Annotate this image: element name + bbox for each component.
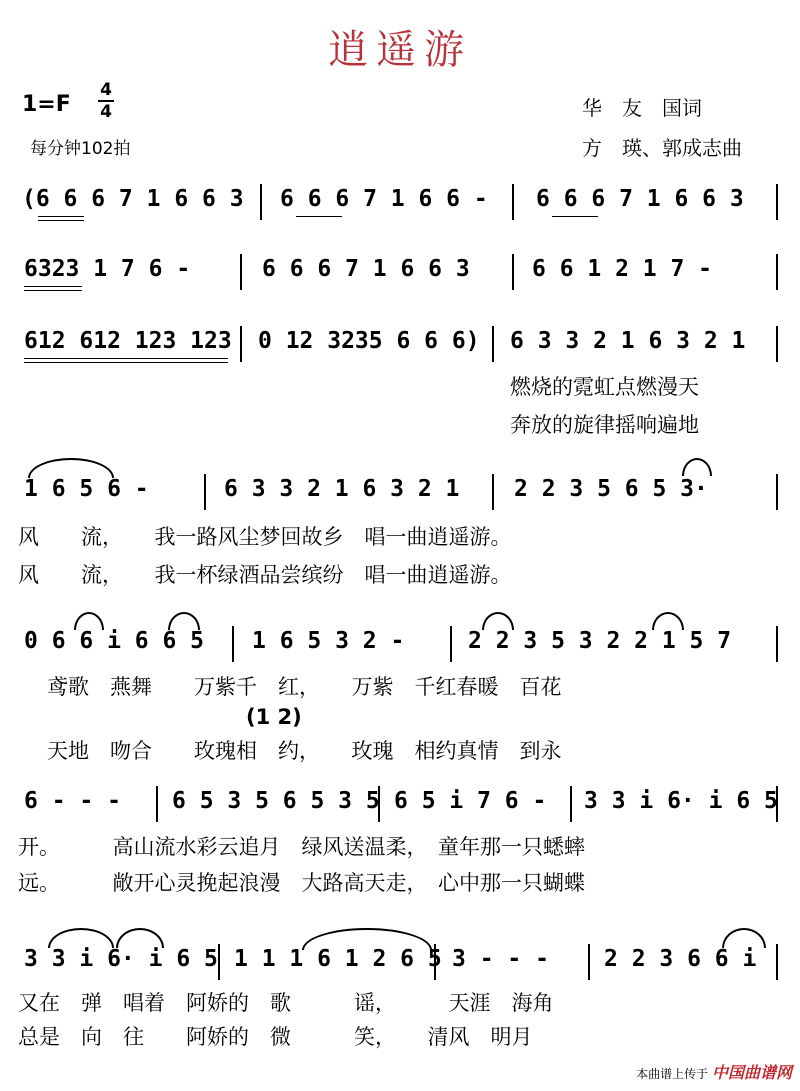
barline (776, 254, 778, 290)
lyric-line-6b: 远。 敞开心灵挽起浪漫 大路高天走， 心中那一只蝴蝶 (18, 871, 585, 895)
beam (296, 216, 342, 217)
measure-6-1: 6 - - - (24, 788, 121, 814)
footer-credit (636, 1060, 792, 1083)
measure-4-1: 1 6 5 6 - (24, 476, 149, 502)
barline (776, 626, 778, 662)
time-signature-top: 4 (100, 80, 112, 100)
beam (24, 286, 82, 287)
barline (570, 786, 572, 822)
barline (776, 786, 778, 822)
measure-2-1: 6323 1 7 6 - (24, 256, 191, 282)
barline (218, 944, 220, 980)
measure-7-3: 3 - - - (452, 946, 549, 972)
beam (24, 362, 228, 363)
lyric-line-3b: 奔放的旋律摇响遍地 (510, 413, 699, 437)
lyric-line-7a: 又在 弹 唱着 阿娇的 歌 谣， 天涯 海角 (18, 991, 554, 1015)
barline (776, 944, 778, 980)
slur (682, 458, 712, 476)
barline (776, 474, 778, 510)
measure-7-1: 3 3 i 6· i 6 5 (24, 946, 218, 972)
lyric-line-3a: 燃烧的霓虹点燃漫天 (510, 375, 699, 399)
slur (48, 928, 114, 948)
lyric-line-5b: 天地 吻合 玫瑰相 约， 玫瑰 相约真情 到永 (26, 739, 562, 763)
barline (492, 326, 494, 362)
measure-5-2: 1 6 5 3 2 - (252, 628, 405, 654)
site-logo[interactable]: 中国曲谱网 (711, 1063, 792, 1082)
barline (512, 184, 514, 220)
measure-5-1: 0 6 6 i 6 6 5 (24, 628, 205, 654)
barline (512, 254, 514, 290)
measure-1-2: 6 6 6 7 1 6 6 - (280, 186, 488, 212)
slur (116, 928, 164, 948)
measure-6-2: 6 5 3 5 6 5 3 5 (172, 788, 380, 814)
key-signature: 1=F (22, 92, 71, 117)
measure-3-3: 6 3 3 2 1 6 3 2 1 (510, 328, 746, 354)
lyric-line-7b: 总是 向 往 阿娇的 微 笑， 清风 明月 (18, 1025, 533, 1049)
beam (38, 216, 84, 217)
measure-4-2: 6 3 3 2 1 6 3 2 1 (224, 476, 460, 502)
footer-text: 本曲谱上传于 (636, 1067, 709, 1081)
measure-2-3: 6 6 1 2 1 7 - (532, 256, 713, 282)
slur (28, 458, 114, 478)
barline (240, 326, 242, 362)
tempo-marking: 每分钟102拍 (30, 139, 131, 159)
barline (156, 786, 158, 822)
barline (776, 184, 778, 220)
lyric-line-5a: 鸢歌 燕舞 万紫千 红， 万紫 千红春暖 百花 (26, 675, 562, 699)
barline (204, 474, 206, 510)
measure-6-3: 6 5 i 7 6 - (394, 788, 547, 814)
volta-marking: (1 2) (246, 705, 302, 729)
lyric-line-4a: 风 流， 我一路风尘梦回故乡 唱一曲逍遥游。 (18, 525, 512, 549)
lyric-line-4b: 风 流， 我一杯绿酒品尝缤纷 唱一曲逍遥游。 (18, 563, 512, 587)
score-system-1 (18, 180, 780, 242)
measure-4-3: 2 2 3 5 6 5 3· (514, 476, 708, 502)
barline (378, 786, 380, 822)
measure-2-2: 6 6 6 7 1 6 6 3 (262, 256, 470, 282)
composer-credit: 方 瑛、郭成志曲 (582, 136, 742, 160)
score-system-4 (18, 470, 780, 532)
beam (24, 358, 228, 359)
score-system-2 (18, 250, 780, 312)
barline (588, 944, 590, 980)
measure-7-2: 1 1 1 6 1 2 6 5 (234, 946, 442, 972)
barline (240, 254, 242, 290)
slur (722, 928, 766, 948)
measure-1-1: (6 6 6 7 1 6 6 3 (22, 186, 244, 212)
beam (38, 220, 84, 221)
barline (776, 326, 778, 362)
measure-3-2: 0 12 3235 6 6 6) (258, 328, 480, 354)
measure-6-4: 3 3 i 6· i 6 5 (584, 788, 778, 814)
beam (24, 290, 82, 291)
lyric-line-6a: 开。 高山流水彩云追月 绿风送温柔， 童年那一只蟋蟀 (18, 835, 585, 859)
barline (434, 944, 436, 980)
barline (260, 184, 262, 220)
measure-7-4: 2 2 3 6 6 i (604, 946, 757, 972)
barline (232, 626, 234, 662)
song-title: 逍遥游 (328, 27, 472, 73)
measure-1-3: 6 6 6 7 1 6 6 3 (536, 186, 744, 212)
measure-5-3: 2 2 3 5 3 2 2 1 5 7 (468, 628, 732, 654)
beam (552, 216, 598, 217)
barline (492, 474, 494, 510)
lyricist-credit: 华 友 国词 (582, 96, 702, 120)
time-signature-bottom: 4 (100, 102, 112, 122)
barline (450, 626, 452, 662)
measure-3-1: 612 612 123 123 (24, 328, 232, 354)
